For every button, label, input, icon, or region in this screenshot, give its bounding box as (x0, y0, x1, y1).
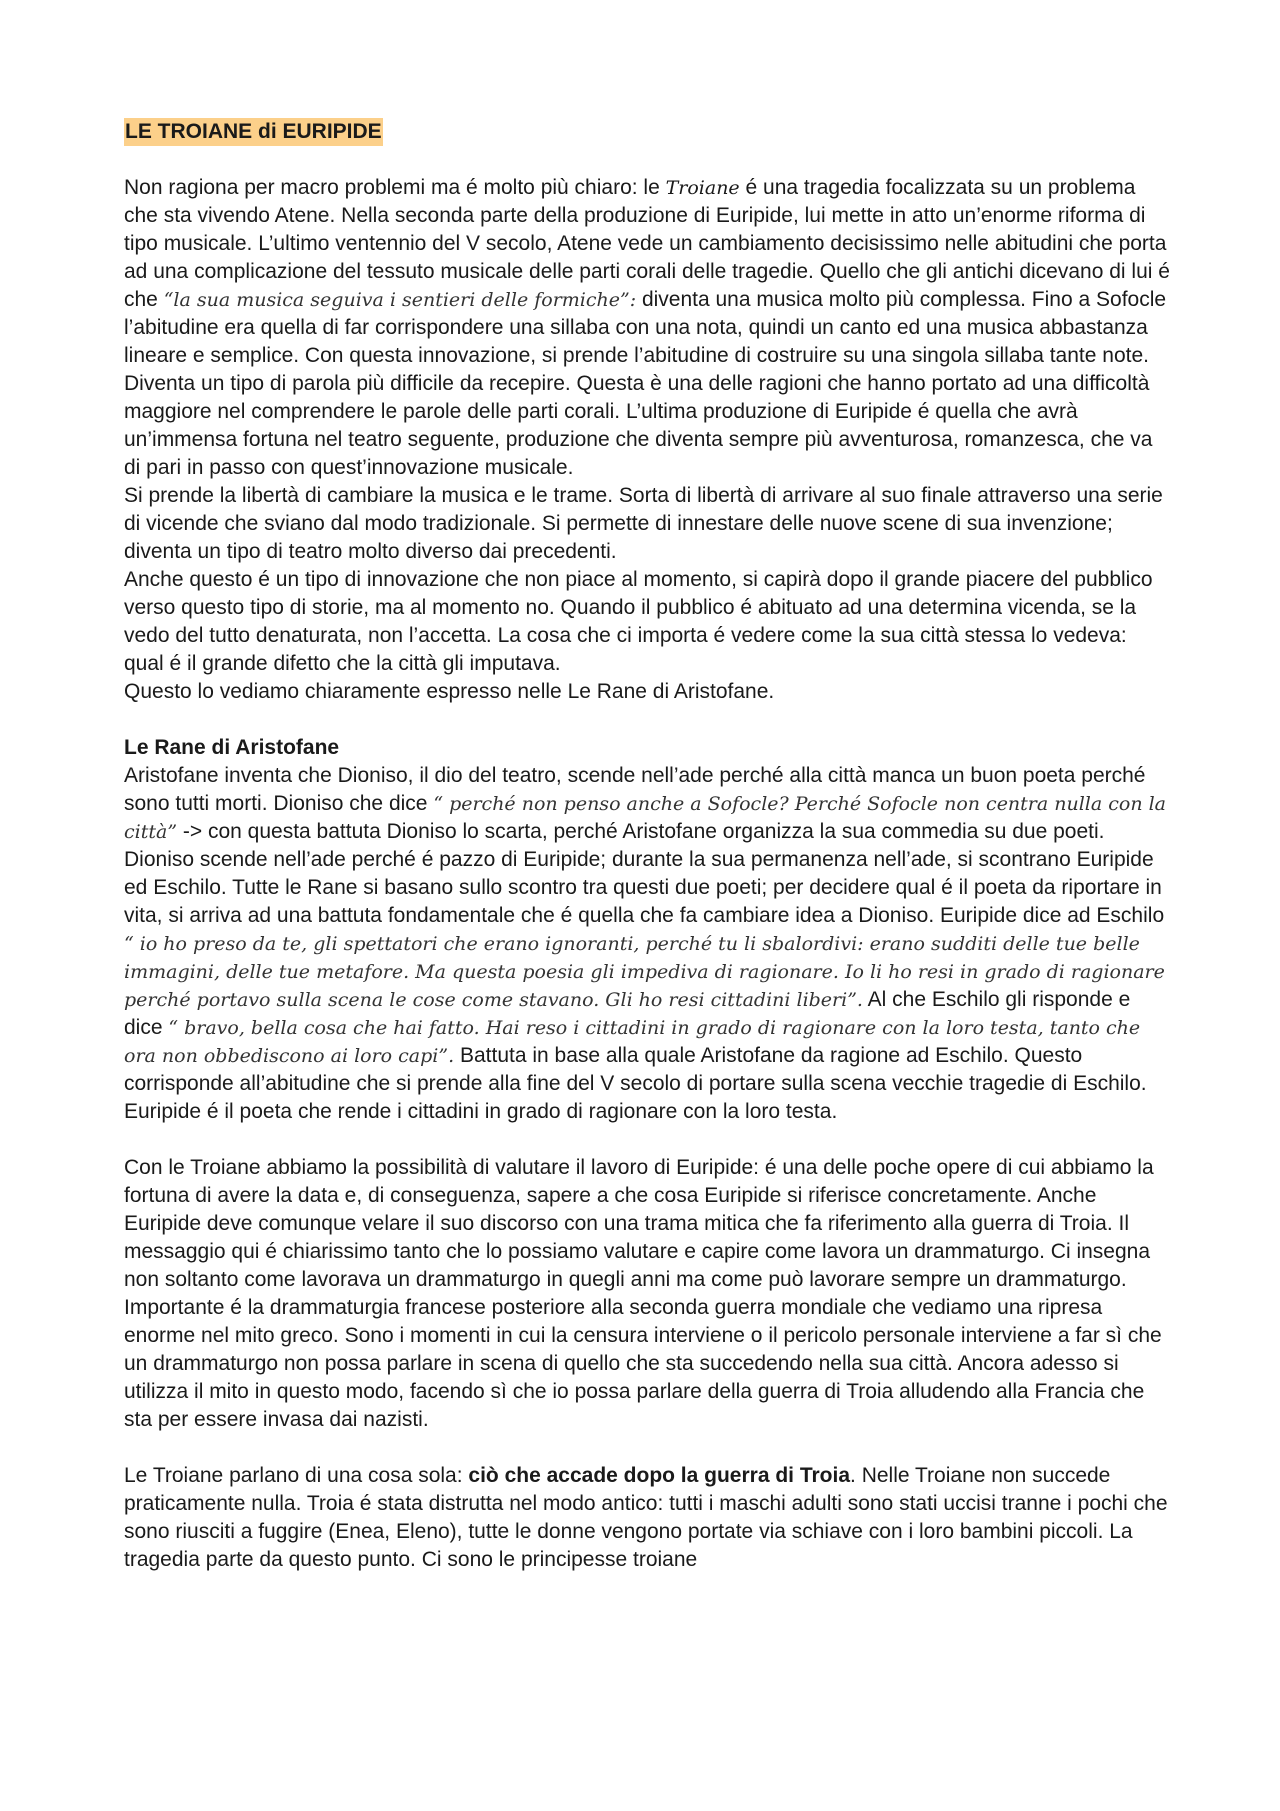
section-heading: Le Rane di Aristofane (124, 736, 340, 759)
text-run: diventa una musica molto più complessa. Fino a Sofocle l’abitudine era quella di far corrispondere una sillaba con una nota, quindi un canto ed una musica abbastanza lineare e semplice. Con questa innovazione, si prende l’abitudine di costruire su una singola sillaba tante note. Diventa un tipo di parola più difficile da recepire. Questa è una delle ragioni che hanno portato ad una difficoltà maggiore nel comprendere le parole delle parti corali. L’ultima produzione di Euripide é quella che avrà un’immensa fortuna nel teatro seguente, produzione che diventa sempre più avventurosa, romanzesca, che va di pari in passo con quest’innovazione musicale. (124, 288, 1167, 479)
quote: “ io ho preso da te, gli spettatori che erano ignoranti, perché tu li sbalordivi: erano sudditi delle tue belle immagini, delle tue metafore. Ma questa poesia gli impediva di ragionare. Io li ho resi in grado di ragionare perché portavo sulla scena le cose come stavano. Gli ho resi cittadini liberi”. (124, 933, 1165, 1011)
text-run: é una tragedia focalizzata su un problema che sta vivendo Atene. Nella seconda parte della produzione di Euripide, lui mette in atto un’enorme riforma di tipo musicale. L’ultimo ventennio del V secolo, Atene vede un cambiamento decisissimo nelle abitudini che porta ad una complicazione del tessuto musicale delle parti corali delle tragedie. Quello che gli antichi dicevano di lui é che (124, 176, 1170, 311)
text-run: Battuta in base alla quale Aristofane da ragione ad Eschilo. Questo corrisponde all’abitudine che si prende alla fine del V secolo di portare sulla scena vecchie tragedie di Eschilo. (124, 1044, 1147, 1095)
paragraph-troiane-trama (124, 1462, 1172, 1574)
paragraph-aristofane (124, 762, 1172, 1098)
document-title: LE TROIANE di EURIPIDE (124, 118, 383, 146)
quote: “la sua musica seguiva i sentieri delle formiche”: (163, 289, 637, 311)
paragraph-liberta: Si prende la libertà di cambiare la musica e le trame. Sorta di libertà di arrivare al suo finale attraverso una serie di vicende che sviano dal modo tradizionale. Si permette di innestare delle nuove scene di sua invenzione; diventa un tipo di teatro molto diverso dai precedenti. (124, 484, 1163, 563)
quote: “ bravo, bella cosa che hai fatto. Hai reso i cittadini in grado di ragionare con la loro testa, tanto che ora non obbediscono ai loro capi”. (124, 1017, 1141, 1067)
quote: “ perché non penso anche a Sofocle? Perché Sofocle non centra nulla con la città” (124, 793, 1167, 843)
italic-title: Troiane (665, 177, 740, 199)
bold-phrase: ciò che accade dopo la guerra di Troia (468, 1464, 851, 1487)
text-run: -> con questa battuta Dioniso lo scarta, perché Aristofane organizza la sua commedia su due poeti. Dioniso scende nell’ade perché é pazzo di Euripide; durante la sua permanenza nell’ade, si scontrano Euripide ed Eschilo. Tutte le Rane si basano sullo scontro tra questi due poeti; per decidere qual é il poeta da riportare in vita, si arriva ad una battuta fondamentale che é quella che fa cambiare idea a Dioniso. Euripide dice ad Eschilo (124, 820, 1165, 927)
paragraph-intro (124, 174, 1172, 482)
text-run: . Nelle Troiane non succede praticamente nulla. Troia é stata distrutta nel modo antico: tutti i maschi adulti sono stati uccisi tranne i pochi che sono riusciti a fuggire (Enea, Eleno), tutte le donne vengono portate via schiave con i loro bambini piccoli. La tragedia parte da questo punto. Ci sono le principesse troiane (124, 1464, 1168, 1571)
spacer (124, 706, 1172, 734)
document-page (124, 118, 1172, 1574)
paragraph-troiane-data: Con le Troiane abbiamo la possibilità di valutare il lavoro di Euripide: é una delle poche opere di cui abbiamo la fortuna di avere la data e, di conseguenza, sapere a che cosa Euripide si riferisce concretamente. Anche Euripide deve comunque velare il suo discorso con una trama mitica che fa riferimento alla guerra di Troia. Il messaggio qui é chiarissimo tanto che lo possiamo valutare e capire come lavora un drammaturgo. Ci insegna non soltanto come lavorava un drammaturgo in quegli anni ma come può lavorare sempre un drammaturgo. Importante é la drammaturgia francese posteriore alla seconda guerra mondiale che vediamo una ripresa enorme nel mito greco. Sono i momenti in cui la censura interviene o il pericolo personale interviene a far sì che un drammaturgo non possa parlare in scena di quello che sta succedendo nella sua città. Ancora adesso si utilizza il mito in questo modo, facendo sì che io possa parlare della guerra di Troia alludendo alla Francia che sta per essere invasa dai nazisti. (124, 1156, 1162, 1431)
paragraph-rane-ref: Questo lo vediamo chiaramente espresso nelle Le Rane di Aristofane. (124, 680, 775, 703)
text-run: Non ragiona per macro problemi ma é molto più chiaro: le (124, 176, 666, 199)
spacer (124, 1126, 1172, 1154)
title-row (124, 118, 1172, 146)
text-run: Aristofane inventa che Dioniso, il dio del teatro, scende nell’ade perché alla città manca un buon poeta perché sono tutti morti. Dioniso che dice (124, 764, 1146, 815)
spacer (124, 1434, 1172, 1462)
paragraph-euripide-testa: Euripide é il poeta che rende i cittadini in grado di ragionare con la loro testa. (124, 1100, 838, 1123)
paragraph-innovazione: Anche questo é un tipo di innovazione che non piace al momento, si capirà dopo il grande piacere del pubblico verso questo tipo di storie, ma al momento no. Quando il pubblico é abituato ad una determina vicenda, se la vedo del tutto denaturata, non l’accetta. La cosa che ci importa é vedere come la sua città stessa lo vedeva: qual é il grande difetto che la città gli imputava. (124, 568, 1153, 675)
text-run: Al che Eschilo gli risponde e dice (124, 988, 1131, 1039)
text-run: Le Troiane parlano di una cosa sola: (124, 1464, 469, 1487)
